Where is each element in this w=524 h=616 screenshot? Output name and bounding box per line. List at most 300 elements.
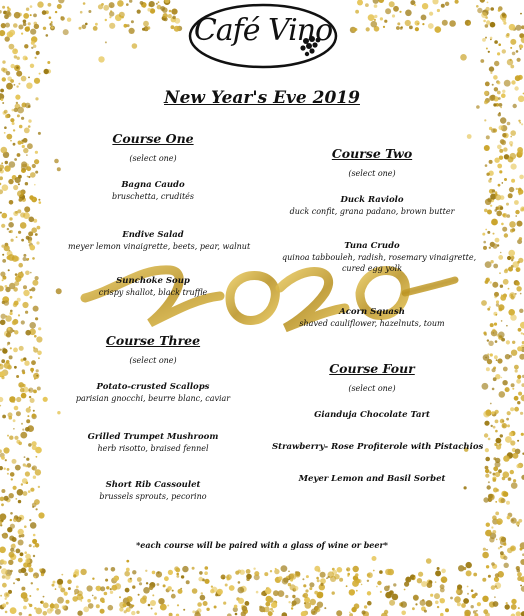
glitter-dot [508,157,514,163]
glitter-dot [17,57,20,60]
glitter-dot [509,24,516,31]
glitter-dot [127,24,130,27]
dish-desc: parisian gnocchi, beurre blanc, caviar [75,394,231,403]
glitter-dot [485,164,488,167]
glitter-dot [28,603,30,605]
glitter-dot [516,282,520,286]
glitter-dot [108,605,114,611]
glitter-dot [5,287,10,292]
glitter-dot [98,4,103,9]
glitter-dot [5,161,8,164]
glitter-dot [488,278,490,280]
course-two-heading: Course Two [331,146,413,161]
glitter-dot [44,69,49,74]
glitter-dot [206,608,209,611]
glitter-dot [13,419,16,422]
glitter-dot [464,610,470,616]
glitter-dot [11,64,15,68]
glitter-dot [494,443,497,446]
glitter-dot [493,264,498,269]
glitter-dot [488,341,493,346]
glitter-dot [514,200,519,205]
glitter-dot [18,272,24,278]
glitter-dot [428,23,434,29]
glitter-dot [0,466,3,470]
glitter-dot [3,468,5,470]
glitter-dot [7,256,11,260]
glitter-dot [454,596,461,603]
glitter-dot [46,34,49,37]
glitter-dot [5,10,10,15]
glitter-dot [376,586,378,588]
glitter-dot [132,43,138,49]
glitter-dot [330,576,336,582]
glitter-dot [485,24,489,28]
glitter-dot [516,50,519,53]
glitter-dot [253,568,255,570]
glitter-dot [39,569,42,572]
glitter-dot [486,48,488,50]
glitter-dot [485,466,489,470]
glitter-dot [10,312,13,315]
glitter-dot [396,26,400,30]
glitter-dot [498,113,501,116]
glitter-dot [234,605,238,609]
glitter-dot [54,159,59,164]
glitter-dot [513,479,516,482]
glitter-dot [518,120,520,122]
glitter-dot [20,432,27,439]
glitter-dot [519,309,523,313]
glitter-dot [27,143,33,149]
glitter-dot [235,613,238,616]
glitter-dot [32,506,34,508]
glitter-dot [2,254,4,256]
glitter-dot [349,589,355,595]
glitter-dot [15,465,21,471]
glitter-dot [215,593,218,596]
glitter-dot [204,571,208,575]
glitter-dot [254,571,259,576]
glitter-dot [2,60,5,63]
glitter-dot [129,597,132,600]
glitter-dot [85,23,88,26]
glitter-dot [2,583,7,588]
glitter-dot [174,26,180,32]
glitter-dot [507,516,511,520]
glitter-dot [511,256,515,260]
glitter-dot [521,433,524,436]
glitter-dot [2,348,5,351]
glitter-dot [490,37,493,40]
glitter-dot [500,285,503,288]
glitter-dot [496,300,499,303]
glitter-dot [517,440,519,442]
glitter-dot [9,436,13,440]
glitter-dot [126,560,129,563]
glitter-dot [38,357,40,359]
glitter-dot [476,5,479,8]
glitter-dot [492,368,496,372]
glitter-dot [0,183,1,186]
dish-name: Duck Raviolo [340,195,404,205]
glitter-dot [33,45,36,48]
glitter-dot [467,593,469,595]
glitter-dot [489,247,491,249]
dish-name: Endive Salad [122,230,184,240]
glitter-dot [457,584,462,589]
glitter-dot [39,73,41,75]
glitter-dot [520,585,522,587]
glitter-dot [503,455,509,461]
glitter-dot [503,556,507,560]
glitter-dot [55,588,57,590]
glitter-dot [47,61,50,64]
glitter-dot [104,592,108,596]
glitter-dot [487,339,489,341]
glitter-dot [95,23,98,26]
glitter-dot [67,579,72,584]
glitter-dot [502,12,506,16]
glitter-dot [511,259,513,261]
glitter-dot [246,569,251,574]
glitter-dot [58,0,64,3]
glitter-dot [57,411,60,414]
glitter-dot [35,57,37,59]
glitter-dot [483,246,487,250]
glitter-dot [198,577,203,582]
glitter-dot [130,578,132,580]
glitter-dot [1,376,4,379]
glitter-dot [23,285,27,289]
glitter-dot [167,586,172,591]
glitter-dot [22,302,28,308]
glitter-dot [281,565,288,572]
dish-desc: herb risotto, braised fennel [97,444,209,453]
glitter-dot [268,611,273,616]
glitter-dot [383,26,385,28]
glitter-dot [502,182,504,184]
glitter-dot [401,26,403,28]
glitter-dot [26,419,30,423]
glitter-dot [482,596,488,602]
glitter-dot [126,3,129,6]
glitter-dot [427,582,433,588]
glitter-dot [156,3,158,5]
glitter-dot [0,349,2,351]
glitter-dot [19,198,23,202]
glitter-dot [494,209,497,212]
cafe-vino-logo [188,3,338,69]
glitter-dot [43,397,48,402]
glitter-dot [55,11,57,13]
glitter-dot [487,485,491,489]
dish-desc: crispy shallot, black truffle [98,288,208,297]
glitter-dot [499,149,503,153]
glitter-dot [501,223,504,226]
glitter-dot [10,140,12,142]
glitter-dot [496,359,498,361]
glitter-dot [82,25,87,30]
glitter-dot [30,368,34,372]
glitter-dot [10,310,13,313]
glitter-dot [13,185,18,190]
glitter-dot [29,519,31,521]
glitter-dot [5,598,7,600]
glitter-dot [317,579,320,582]
glitter-dot [8,179,13,184]
glitter-dot [518,328,522,332]
glitter-dot [510,59,512,61]
glitter-dot [13,348,18,353]
glitter-dot [429,12,433,16]
glitter-dot [12,48,18,54]
glitter-dot [43,596,45,598]
glitter-dot [4,110,8,114]
glitter-dot [23,20,27,24]
glitter-dot [33,476,36,479]
glitter-dot [517,150,523,156]
glitter-dot [2,259,6,263]
glitter-dot [510,164,516,170]
glitter-dot [445,2,449,6]
glitter-dot [521,123,523,125]
glitter-dot [42,10,47,15]
glitter-dot [496,211,502,217]
glitter-dot [4,496,9,501]
glitter-dot [495,193,498,196]
glitter-dot [501,338,505,342]
glitter-dot [514,396,519,401]
glitter-dot [24,361,29,366]
glitter-dot [520,559,524,565]
glitter-dot [229,585,235,591]
glitter-dot [22,371,25,374]
glitter-dot [16,375,19,378]
glitter-dot [200,595,206,601]
glitter-dot [105,579,108,582]
glitter-dot [175,568,180,573]
glitter-dot [30,296,33,299]
glitter-dot [148,604,151,607]
glitter-dot [0,595,2,597]
glitter-dot [514,365,519,370]
glitter-dot [259,606,262,609]
glitter-dot [420,600,426,606]
glitter-dot [264,607,270,613]
glitter-dot [25,271,30,276]
course-one-select: (select one) [129,154,177,163]
glitter-dot [129,28,135,34]
glitter-dot [518,392,522,396]
course-four [272,358,484,498]
glitter-dot [437,9,440,12]
glitter-dot [507,122,511,126]
glitter-dot [496,438,502,444]
glitter-dot [502,423,507,428]
glitter-dot [490,403,492,405]
glitter-dot [32,257,35,260]
glitter-dot [124,610,127,613]
glitter-dot [100,586,105,591]
glitter-dot [502,133,506,137]
glitter-dot [490,7,494,11]
glitter-dot [29,322,36,329]
glitter-dot [19,125,23,129]
glitter-dot [504,563,509,568]
glitter-dot [7,468,10,471]
glitter-dot [422,3,428,9]
glitter-dot [83,2,86,5]
glitter-dot [199,571,203,575]
glitter-dot [13,23,18,28]
glitter-dot [18,558,23,563]
glitter-dot [409,26,413,30]
glitter-dot [512,453,518,459]
glitter-dot [480,0,485,3]
glitter-dot [488,494,493,499]
glitter-dot [437,606,439,608]
course-three-heading: Course Three [105,333,201,348]
glitter-dot [214,606,217,609]
glitter-dot [24,456,26,458]
glitter-dot [12,122,15,125]
glitter-dot [18,382,24,388]
glitter-dot [6,360,10,364]
glitter-dot [292,600,296,604]
course-three-select: (select one) [129,356,177,365]
glitter-dot [495,430,498,433]
glitter-dot [14,281,19,286]
glitter-dot [17,190,24,197]
glitter-dot [485,37,487,39]
glitter-dot [265,588,271,594]
glitter-dot [493,601,499,607]
glitter-dot [477,8,482,13]
glitter-dot [18,500,21,503]
glitter-dot [19,535,22,538]
glitter-dot [482,38,486,42]
glitter-dot [441,576,448,583]
glitter-dot [13,518,17,522]
glitter-dot [7,473,9,475]
glitter-dot [421,581,427,587]
glitter-dot [25,554,31,560]
glitter-dot [96,604,100,608]
glitter-dot [35,151,38,154]
glitter-dot [519,237,522,240]
glitter-dot [486,20,490,24]
glitter-dot [514,407,519,412]
glitter-dot [512,52,516,56]
glitter-dot [33,534,36,537]
glitter-dot [137,577,142,582]
glitter-dot [488,51,490,53]
glitter-dot [495,238,500,243]
glitter-dot [511,179,515,183]
glitter-dot [495,472,500,477]
glitter-dot [463,598,469,604]
glitter-dot [327,576,329,578]
glitter-dot [490,260,493,263]
glitter-dot [486,565,489,568]
glitter-dot [102,600,105,603]
glitter-dot [510,130,516,136]
glitter-dot [142,28,145,31]
glitter-dot [61,574,63,576]
glitter-dot [150,600,156,606]
glitter-dot [507,256,511,260]
glitter-dot [501,498,506,503]
glitter-dot [1,456,5,460]
glitter-dot [367,591,371,595]
glitter-dot [463,567,466,570]
glitter-dot [435,581,437,583]
glitter-dot [496,303,499,306]
glitter-dot [21,117,24,120]
glitter-dot [146,582,148,584]
glitter-dot [0,559,4,563]
glitter-dot [389,600,395,606]
glitter-dot [9,416,13,420]
glitter-dot [6,593,9,596]
glitter-dot [9,217,12,220]
glitter-dot [26,154,28,156]
glitter-dot [264,572,268,576]
glitter-dot [303,593,308,598]
glitter-dot [504,233,508,237]
glitter-dot [486,173,489,176]
glitter-dot [502,420,504,422]
glitter-dot [106,586,109,589]
glitter-dot [371,21,378,28]
glitter-dot [21,393,27,399]
glitter-dot [356,590,358,592]
glitter-dot [49,16,52,19]
glitter-dot [7,6,9,8]
glitter-dot [471,605,474,608]
glitter-dot [393,6,399,12]
glitter-dot [511,383,515,387]
glitter-dot [477,602,481,606]
glitter-dot [511,350,517,356]
glitter-dot [21,140,23,142]
glitter-dot [355,573,358,576]
glitter-dot [163,13,168,18]
glitter-dot [508,250,515,257]
glitter-dot [486,523,490,527]
glitter-dot [497,81,500,84]
glitter-dot [29,195,34,200]
glitter-dot [9,44,15,50]
glitter-dot [110,10,112,12]
glitter-dot [34,378,36,380]
glitter-dot [400,601,407,608]
glitter-dot [195,610,199,614]
glitter-dot [519,122,521,124]
glitter-dot [4,126,7,129]
glitter-dot [34,499,40,505]
glitter-dot [36,456,38,458]
glitter-dot [76,586,79,589]
glitter-dot [508,193,513,198]
glitter-dot [0,272,5,277]
glitter-dot [0,405,1,407]
glitter-dot [55,609,61,615]
glitter-dot [493,478,497,482]
glitter-dot [34,184,36,186]
glitter-dot [169,10,172,13]
